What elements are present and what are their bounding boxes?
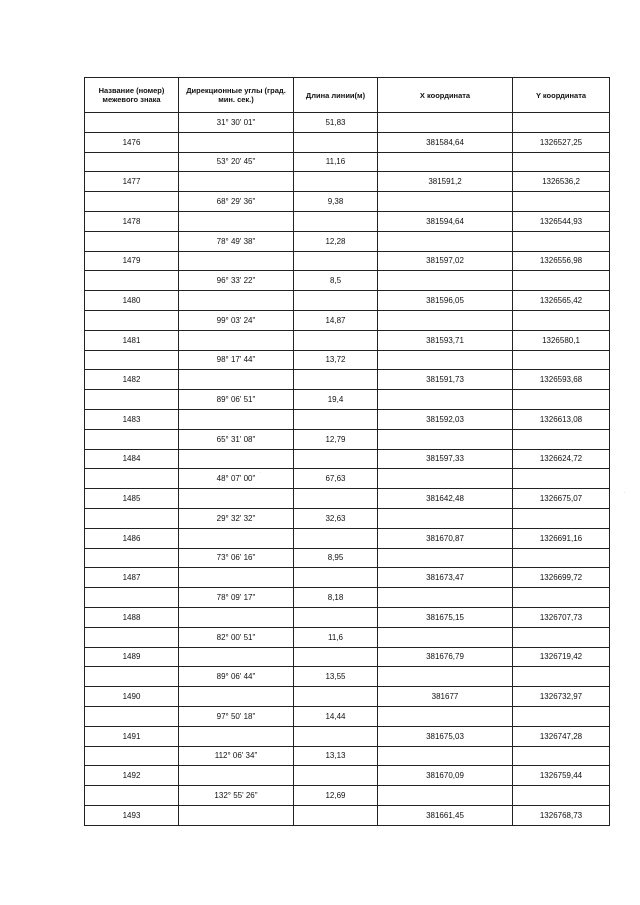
length-spacer — [294, 449, 378, 469]
header-y: Y координата — [513, 78, 610, 113]
point-name: 1486 — [85, 528, 179, 548]
angle-spacer — [179, 172, 294, 192]
x-coordinate: 381593,71 — [378, 330, 513, 350]
y-spacer — [513, 508, 610, 528]
scan-speck: · — [260, 470, 262, 475]
direction-angle: 48° 07' 00" — [179, 469, 294, 489]
y-spacer — [513, 469, 610, 489]
point-row — [85, 251, 610, 271]
y-spacer — [513, 152, 610, 172]
x-spacer — [378, 588, 513, 608]
y-coordinate: 1326593,68 — [513, 370, 610, 390]
angle-spacer — [179, 647, 294, 667]
x-coordinate: 381677 — [378, 687, 513, 707]
length-spacer — [294, 291, 378, 311]
segment-row — [85, 390, 610, 410]
angle-spacer — [179, 449, 294, 469]
angle-spacer — [179, 489, 294, 509]
point-name: 1489 — [85, 647, 179, 667]
point-row — [85, 805, 610, 825]
y-coordinate: 1326613,08 — [513, 409, 610, 429]
line-length: 14,87 — [294, 310, 378, 330]
x-coordinate: 381676,79 — [378, 647, 513, 667]
line-length: 67,63 — [294, 469, 378, 489]
direction-angle: 53° 20' 45" — [179, 152, 294, 172]
point-name-spacer — [85, 192, 179, 212]
x-spacer — [378, 152, 513, 172]
angle-spacer — [179, 211, 294, 231]
point-name-spacer — [85, 627, 179, 647]
x-coordinate: 381675,03 — [378, 726, 513, 746]
y-spacer — [513, 786, 610, 806]
header-x: X координата — [378, 78, 513, 113]
x-coordinate: 381670,87 — [378, 528, 513, 548]
x-spacer — [378, 627, 513, 647]
point-row — [85, 172, 610, 192]
point-row — [85, 528, 610, 548]
length-spacer — [294, 489, 378, 509]
line-length: 51,83 — [294, 113, 378, 133]
line-length: 14,44 — [294, 706, 378, 726]
point-name: 1490 — [85, 687, 179, 707]
segment-row — [85, 231, 610, 251]
point-name: 1484 — [85, 449, 179, 469]
y-coordinate: 1326527,25 — [513, 132, 610, 152]
angle-spacer — [179, 568, 294, 588]
point-name: 1485 — [85, 489, 179, 509]
y-spacer — [513, 746, 610, 766]
length-spacer — [294, 726, 378, 746]
y-coordinate: 1326719,42 — [513, 647, 610, 667]
angle-spacer — [179, 805, 294, 825]
x-coordinate: 381597,02 — [378, 251, 513, 271]
line-length: 19,4 — [294, 390, 378, 410]
length-spacer — [294, 409, 378, 429]
point-name-spacer — [85, 271, 179, 291]
point-name-spacer — [85, 786, 179, 806]
point-name: 1478 — [85, 211, 179, 231]
point-row — [85, 132, 610, 152]
point-row — [85, 409, 610, 429]
x-coordinate: 381591,2 — [378, 172, 513, 192]
point-row — [85, 449, 610, 469]
x-coordinate: 381596,05 — [378, 291, 513, 311]
length-spacer — [294, 568, 378, 588]
direction-angle: 89° 06' 44" — [179, 667, 294, 687]
direction-angle: 65° 31' 08" — [179, 429, 294, 449]
angle-spacer — [179, 330, 294, 350]
point-name: 1476 — [85, 132, 179, 152]
x-spacer — [378, 508, 513, 528]
header-length: Длина линии(м) — [294, 78, 378, 113]
angle-spacer — [179, 132, 294, 152]
line-length: 12,69 — [294, 786, 378, 806]
y-spacer — [513, 390, 610, 410]
x-spacer — [378, 548, 513, 568]
y-spacer — [513, 548, 610, 568]
angle-spacer — [179, 726, 294, 746]
x-spacer — [378, 390, 513, 410]
length-spacer — [294, 370, 378, 390]
length-spacer — [294, 766, 378, 786]
angle-spacer — [179, 291, 294, 311]
line-length: 8,18 — [294, 588, 378, 608]
segment-row — [85, 310, 610, 330]
y-coordinate: 1326624,72 — [513, 449, 610, 469]
angle-spacer — [179, 370, 294, 390]
line-length: 13,72 — [294, 350, 378, 370]
angle-spacer — [179, 687, 294, 707]
x-spacer — [378, 746, 513, 766]
scan-speck: · — [624, 490, 626, 495]
y-spacer — [513, 310, 610, 330]
segment-row — [85, 113, 610, 133]
y-coordinate: 1326747,28 — [513, 726, 610, 746]
segment-row — [85, 192, 610, 212]
angle-spacer — [179, 766, 294, 786]
segment-row — [85, 588, 610, 608]
x-spacer — [378, 231, 513, 251]
direction-angle: 98° 17' 44" — [179, 350, 294, 370]
x-coordinate: 381591,73 — [378, 370, 513, 390]
length-spacer — [294, 251, 378, 271]
direction-angle: 132° 55' 26" — [179, 786, 294, 806]
point-row — [85, 726, 610, 746]
length-spacer — [294, 647, 378, 667]
x-spacer — [378, 192, 513, 212]
length-spacer — [294, 172, 378, 192]
x-spacer — [378, 667, 513, 687]
point-name-spacer — [85, 746, 179, 766]
y-spacer — [513, 667, 610, 687]
line-length: 9,38 — [294, 192, 378, 212]
length-spacer — [294, 211, 378, 231]
point-row — [85, 766, 610, 786]
length-spacer — [294, 330, 378, 350]
segment-row — [85, 548, 610, 568]
point-name-spacer — [85, 429, 179, 449]
y-coordinate: 1326675,07 — [513, 489, 610, 509]
x-spacer — [378, 429, 513, 449]
x-coordinate: 381675,15 — [378, 607, 513, 627]
y-coordinate: 1326691,16 — [513, 528, 610, 548]
segment-row — [85, 667, 610, 687]
segment-row — [85, 706, 610, 726]
direction-angle: 99° 03' 24" — [179, 310, 294, 330]
segment-row — [85, 508, 610, 528]
y-spacer — [513, 588, 610, 608]
y-coordinate: 1326544,93 — [513, 211, 610, 231]
direction-angle: 29° 32' 32" — [179, 508, 294, 528]
point-name-spacer — [85, 548, 179, 568]
segment-row — [85, 746, 610, 766]
y-coordinate: 1326565,42 — [513, 291, 610, 311]
segment-row — [85, 350, 610, 370]
direction-angle: 31° 30' 01" — [179, 113, 294, 133]
x-coordinate: 381642,48 — [378, 489, 513, 509]
line-length: 11,6 — [294, 627, 378, 647]
x-coordinate: 381661,45 — [378, 805, 513, 825]
y-spacer — [513, 429, 610, 449]
segment-row — [85, 786, 610, 806]
point-row — [85, 330, 610, 350]
angle-spacer — [179, 409, 294, 429]
point-row — [85, 291, 610, 311]
point-name-spacer — [85, 667, 179, 687]
y-coordinate: 1326732,97 — [513, 687, 610, 707]
y-coordinate: 1326580,1 — [513, 330, 610, 350]
x-spacer — [378, 271, 513, 291]
point-name-spacer — [85, 310, 179, 330]
point-name-spacer — [85, 231, 179, 251]
angle-spacer — [179, 607, 294, 627]
point-name-spacer — [85, 588, 179, 608]
length-spacer — [294, 528, 378, 548]
point-name-spacer — [85, 469, 179, 489]
point-row — [85, 687, 610, 707]
direction-angle: 112° 06' 34" — [179, 746, 294, 766]
length-spacer — [294, 607, 378, 627]
x-spacer — [378, 310, 513, 330]
direction-angle: 97° 50' 18" — [179, 706, 294, 726]
y-coordinate: 1326699,72 — [513, 568, 610, 588]
direction-angle: 82° 00' 51" — [179, 627, 294, 647]
point-name-spacer — [85, 113, 179, 133]
y-spacer — [513, 350, 610, 370]
point-name: 1477 — [85, 172, 179, 192]
point-name-spacer — [85, 706, 179, 726]
y-spacer — [513, 192, 610, 212]
point-name: 1488 — [85, 607, 179, 627]
point-name-spacer — [85, 350, 179, 370]
y-spacer — [513, 627, 610, 647]
y-spacer — [513, 231, 610, 251]
x-coordinate: 381670,09 — [378, 766, 513, 786]
direction-angle: 73° 06' 16" — [179, 548, 294, 568]
header-angle: Дирекционные углы (град. мин. сек.) — [179, 78, 294, 113]
x-spacer — [378, 113, 513, 133]
point-name: 1491 — [85, 726, 179, 746]
line-length: 13,55 — [294, 667, 378, 687]
y-spacer — [513, 113, 610, 133]
line-length: 13,13 — [294, 746, 378, 766]
angle-spacer — [179, 251, 294, 271]
line-length: 8,95 — [294, 548, 378, 568]
segment-row — [85, 271, 610, 291]
point-name-spacer — [85, 152, 179, 172]
direction-angle: 68° 29' 36" — [179, 192, 294, 212]
point-row — [85, 211, 610, 231]
y-coordinate: 1326759,44 — [513, 766, 610, 786]
y-spacer — [513, 271, 610, 291]
line-length: 11,16 — [294, 152, 378, 172]
length-spacer — [294, 687, 378, 707]
point-name: 1479 — [85, 251, 179, 271]
x-coordinate: 381592,03 — [378, 409, 513, 429]
direction-angle: 78° 49' 38" — [179, 231, 294, 251]
header-name: Название (номер) межевого знака — [85, 78, 179, 113]
y-coordinate: 1326556,98 — [513, 251, 610, 271]
x-coordinate: 381597,33 — [378, 449, 513, 469]
length-spacer — [294, 132, 378, 152]
point-name: 1480 — [85, 291, 179, 311]
point-name: 1487 — [85, 568, 179, 588]
direction-angle: 96° 33' 22" — [179, 271, 294, 291]
point-name: 1481 — [85, 330, 179, 350]
x-coordinate: 381594,64 — [378, 211, 513, 231]
x-spacer — [378, 350, 513, 370]
segment-row — [85, 469, 610, 489]
direction-angle: 89° 06' 51" — [179, 390, 294, 410]
point-name: 1482 — [85, 370, 179, 390]
x-coordinate: 381584,64 — [378, 132, 513, 152]
line-length: 12,79 — [294, 429, 378, 449]
table-header-row — [85, 78, 610, 113]
segment-row — [85, 152, 610, 172]
direction-angle: 78° 09' 17" — [179, 588, 294, 608]
point-row — [85, 568, 610, 588]
survey-table — [84, 77, 610, 826]
point-row — [85, 647, 610, 667]
line-length: 32,63 — [294, 508, 378, 528]
point-row — [85, 370, 610, 390]
y-coordinate: 1326768,73 — [513, 805, 610, 825]
x-coordinate: 381673,47 — [378, 568, 513, 588]
line-length: 12,28 — [294, 231, 378, 251]
point-name-spacer — [85, 390, 179, 410]
table-body — [85, 113, 610, 826]
point-name-spacer — [85, 508, 179, 528]
y-spacer — [513, 706, 610, 726]
segment-row — [85, 627, 610, 647]
x-spacer — [378, 469, 513, 489]
length-spacer — [294, 805, 378, 825]
angle-spacer — [179, 528, 294, 548]
line-length: 8,5 — [294, 271, 378, 291]
point-row — [85, 489, 610, 509]
point-name: 1493 — [85, 805, 179, 825]
point-name: 1483 — [85, 409, 179, 429]
point-name: 1492 — [85, 766, 179, 786]
y-coordinate: 1326707,73 — [513, 607, 610, 627]
point-row — [85, 607, 610, 627]
y-coordinate: 1326536,2 — [513, 172, 610, 192]
x-spacer — [378, 706, 513, 726]
x-spacer — [378, 786, 513, 806]
segment-row — [85, 429, 610, 449]
